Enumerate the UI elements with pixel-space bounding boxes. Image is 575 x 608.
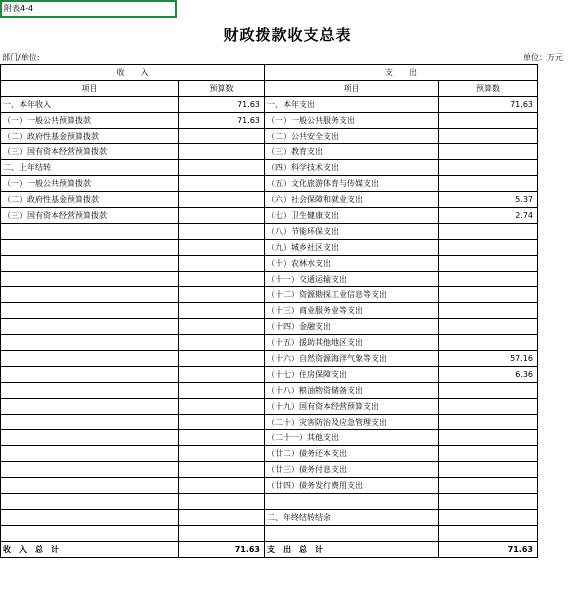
table-row (1, 494, 538, 510)
income-item-cell[interactable] (1, 287, 179, 303)
table-row (1, 351, 538, 367)
expense-item-cell[interactable]: （廿三）债务付息支出 (265, 462, 439, 478)
expense-total-label: 支 出 总 计 (265, 541, 439, 557)
income-item-cell[interactable] (1, 319, 179, 335)
expense-value-cell[interactable] (439, 112, 538, 128)
income-item-cell[interactable] (1, 303, 179, 319)
expense-item-cell[interactable]: （十四）金融支出 (265, 319, 439, 335)
table-row (1, 335, 538, 351)
income-item-cell[interactable] (1, 525, 179, 541)
expense-item-cell[interactable]: （六）社会保障和就业支出 (265, 192, 439, 208)
expense-value-cell[interactable] (439, 176, 538, 192)
income-value-cell[interactable]: 71.63 (179, 96, 265, 112)
income-value-cell[interactable] (179, 382, 265, 398)
expense-value-cell[interactable] (439, 223, 538, 239)
expense-value-cell[interactable] (439, 509, 538, 525)
expense-value-cell[interactable] (439, 303, 538, 319)
expense-value-cell[interactable] (439, 525, 538, 541)
income-item-cell[interactable]: 一、本年收入 (1, 96, 179, 112)
expense-item-cell[interactable]: （七）卫生健康支出 (265, 208, 439, 224)
income-item-cell[interactable]: （一）一般公共预算拨款 (1, 176, 179, 192)
expense-value-cell[interactable] (439, 255, 538, 271)
expense-value-cell[interactable]: 6.36 (439, 366, 538, 382)
expense-item-cell[interactable]: 二、年终结转结余 (265, 509, 439, 525)
table-row (1, 160, 538, 176)
expense-value-cell[interactable] (439, 446, 538, 462)
expense-item-cell[interactable]: （五）文化旅游体育与传媒支出 (265, 176, 439, 192)
budget-table (0, 64, 538, 558)
income-item-cell[interactable] (1, 509, 179, 525)
income-item-cell[interactable]: （一）一般公共预算拨款 (1, 112, 179, 128)
income-value-cell[interactable] (179, 398, 265, 414)
table-row (1, 303, 538, 319)
expense-item-cell[interactable]: （十七）住房保障支出 (265, 366, 439, 382)
income-value-cell[interactable] (179, 430, 265, 446)
income-section-header: 收 入 (1, 65, 265, 81)
table-row (1, 366, 538, 382)
section-header-row (1, 65, 538, 81)
table-row (1, 192, 538, 208)
table-row (1, 430, 538, 446)
expense-item-cell[interactable] (265, 525, 439, 541)
expense-item-cell[interactable]: （九）城乡社区支出 (265, 239, 439, 255)
table-row (1, 287, 538, 303)
income-item-cell[interactable] (1, 446, 179, 462)
expense-item-cell[interactable]: （廿二）债务还本支出 (265, 446, 439, 462)
income-value-cell[interactable] (179, 366, 265, 382)
expense-item-cell[interactable]: （十五）援助其他地区支出 (265, 335, 439, 351)
income-item-cell[interactable] (1, 414, 179, 430)
income-item-cell[interactable] (1, 382, 179, 398)
total-row (1, 541, 538, 557)
expense-item-cell[interactable]: （十）农林水支出 (265, 255, 439, 271)
expense-value-cell[interactable]: 71.63 (439, 96, 538, 112)
income-value-cell[interactable]: 71.63 (179, 112, 265, 128)
income-value-cell[interactable] (179, 271, 265, 287)
page-title: 财政拨款收支总表 (223, 26, 352, 44)
table-row (1, 176, 538, 192)
table-row (1, 414, 538, 430)
income-value-cell[interactable] (179, 509, 265, 525)
column-header-item-left: 项目 (1, 80, 179, 96)
expense-item-cell[interactable]: （十九）国有资本经营预算支出 (265, 398, 439, 414)
expense-value-cell[interactable] (439, 414, 538, 430)
income-item-cell[interactable]: （二）政府性基金预算拨款 (1, 128, 179, 144)
income-value-cell[interactable] (179, 446, 265, 462)
expense-value-cell[interactable]: 2.74 (439, 208, 538, 224)
income-value-cell[interactable] (179, 223, 265, 239)
income-value-cell[interactable] (179, 144, 265, 160)
income-value-cell[interactable] (179, 255, 265, 271)
income-total-label: 收 入 总 计 (1, 541, 179, 557)
column-header-row (1, 80, 538, 96)
income-value-cell[interactable] (179, 414, 265, 430)
income-item-cell[interactable]: （二）政府性基金预算拨款 (1, 192, 179, 208)
income-item-cell[interactable]: （三）国有资本经营预算拨款 (1, 208, 179, 224)
table-row (1, 509, 538, 525)
income-item-cell[interactable] (1, 366, 179, 382)
expense-item-cell[interactable]: （十六）自然资源海洋气象等支出 (265, 351, 439, 367)
expense-value-cell[interactable] (439, 287, 538, 303)
expense-value-cell[interactable] (439, 494, 538, 510)
department-label: 部门/单位: (2, 53, 40, 62)
expense-value-cell[interactable] (439, 478, 538, 494)
income-item-cell[interactable] (1, 494, 179, 510)
income-value-cell[interactable] (179, 239, 265, 255)
expense-item-cell[interactable]: （一）一般公共服务支出 (265, 112, 439, 128)
expense-value-cell[interactable] (439, 382, 538, 398)
income-value-cell[interactable] (179, 303, 265, 319)
expense-value-cell[interactable] (439, 271, 538, 287)
table-row (1, 208, 538, 224)
table-row (1, 462, 538, 478)
expense-value-cell[interactable] (439, 239, 538, 255)
expense-value-cell[interactable]: 57.16 (439, 351, 538, 367)
expense-value-cell[interactable]: 5.37 (439, 192, 538, 208)
table-row (1, 96, 538, 112)
income-value-cell[interactable] (179, 351, 265, 367)
income-value-cell[interactable] (179, 478, 265, 494)
income-item-cell[interactable] (1, 462, 179, 478)
column-header-item-right: 项目 (265, 80, 439, 96)
income-value-cell[interactable] (179, 160, 265, 176)
table-row (1, 446, 538, 462)
expense-value-cell[interactable] (439, 144, 538, 160)
income-item-cell[interactable] (1, 478, 179, 494)
income-value-cell[interactable] (179, 319, 265, 335)
income-item-cell[interactable] (1, 430, 179, 446)
table-row (1, 319, 538, 335)
table-row (1, 239, 538, 255)
expense-value-cell[interactable] (439, 462, 538, 478)
income-value-cell[interactable] (179, 287, 265, 303)
income-item-cell[interactable] (1, 239, 179, 255)
table-row (1, 525, 538, 541)
cell-ref-label: 附表4-4 (4, 4, 34, 13)
table-row (1, 271, 538, 287)
expense-value-cell[interactable] (439, 160, 538, 176)
expense-value-cell[interactable] (439, 335, 538, 351)
income-item-cell[interactable] (1, 223, 179, 239)
income-total-value: 71.63 (179, 541, 265, 557)
column-header-budget-right: 预算数 (439, 80, 538, 96)
expense-section-header: 支 出 (265, 65, 538, 81)
expense-item-cell[interactable]: （二十）灾害防治及应急管理支出 (265, 414, 439, 430)
income-item-cell[interactable]: 二、上年结转 (1, 160, 179, 176)
income-value-cell[interactable] (179, 335, 265, 351)
table-row (1, 398, 538, 414)
income-value-cell[interactable] (179, 192, 265, 208)
expense-value-cell[interactable] (439, 398, 538, 414)
expense-item-cell[interactable]: 一、本年支出 (265, 96, 439, 112)
expense-item-cell[interactable]: （十八）粮油物资储备支出 (265, 382, 439, 398)
expense-item-cell[interactable]: （十一）交通运输支出 (265, 271, 439, 287)
expense-item-cell[interactable]: （二）公共安全支出 (265, 128, 439, 144)
expense-value-cell[interactable] (439, 430, 538, 446)
table-row (1, 223, 538, 239)
unit-label: 单位：万元 (523, 53, 563, 62)
table-row (1, 128, 538, 144)
table-row (1, 478, 538, 494)
income-value-cell[interactable] (179, 128, 265, 144)
expense-value-cell[interactable] (439, 128, 538, 144)
expense-item-cell[interactable]: （四）科学技术支出 (265, 160, 439, 176)
expense-total-value: 71.63 (439, 541, 538, 557)
income-value-cell[interactable] (179, 525, 265, 541)
table-row (1, 382, 538, 398)
income-value-cell[interactable] (179, 208, 265, 224)
column-header-budget-left: 预算数 (179, 80, 265, 96)
income-value-cell[interactable] (179, 176, 265, 192)
expense-item-cell[interactable]: （十三）商业服务业等支出 (265, 303, 439, 319)
table-row (1, 255, 538, 271)
expense-item-cell[interactable]: （二十一）其他支出 (265, 430, 439, 446)
income-item-cell[interactable] (1, 398, 179, 414)
expense-item-cell[interactable]: （十二）资源勘探工业信息等支出 (265, 287, 439, 303)
expense-value-cell[interactable] (439, 319, 538, 335)
expense-item-cell[interactable]: （八）节能环保支出 (265, 223, 439, 239)
income-item-cell[interactable] (1, 335, 179, 351)
selected-cell[interactable] (0, 0, 177, 18)
income-item-cell[interactable]: （三）国有资本经营预算拨款 (1, 144, 179, 160)
expense-item-cell[interactable] (265, 494, 439, 510)
expense-item-cell[interactable]: （三）教育支出 (265, 144, 439, 160)
income-value-cell[interactable] (179, 462, 265, 478)
expense-item-cell[interactable]: （廿四）债务发行费用支出 (265, 478, 439, 494)
income-item-cell[interactable] (1, 271, 179, 287)
income-item-cell[interactable] (1, 351, 179, 367)
income-item-cell[interactable] (1, 255, 179, 271)
table-row (1, 144, 538, 160)
table-row (1, 112, 538, 128)
income-value-cell[interactable] (179, 494, 265, 510)
